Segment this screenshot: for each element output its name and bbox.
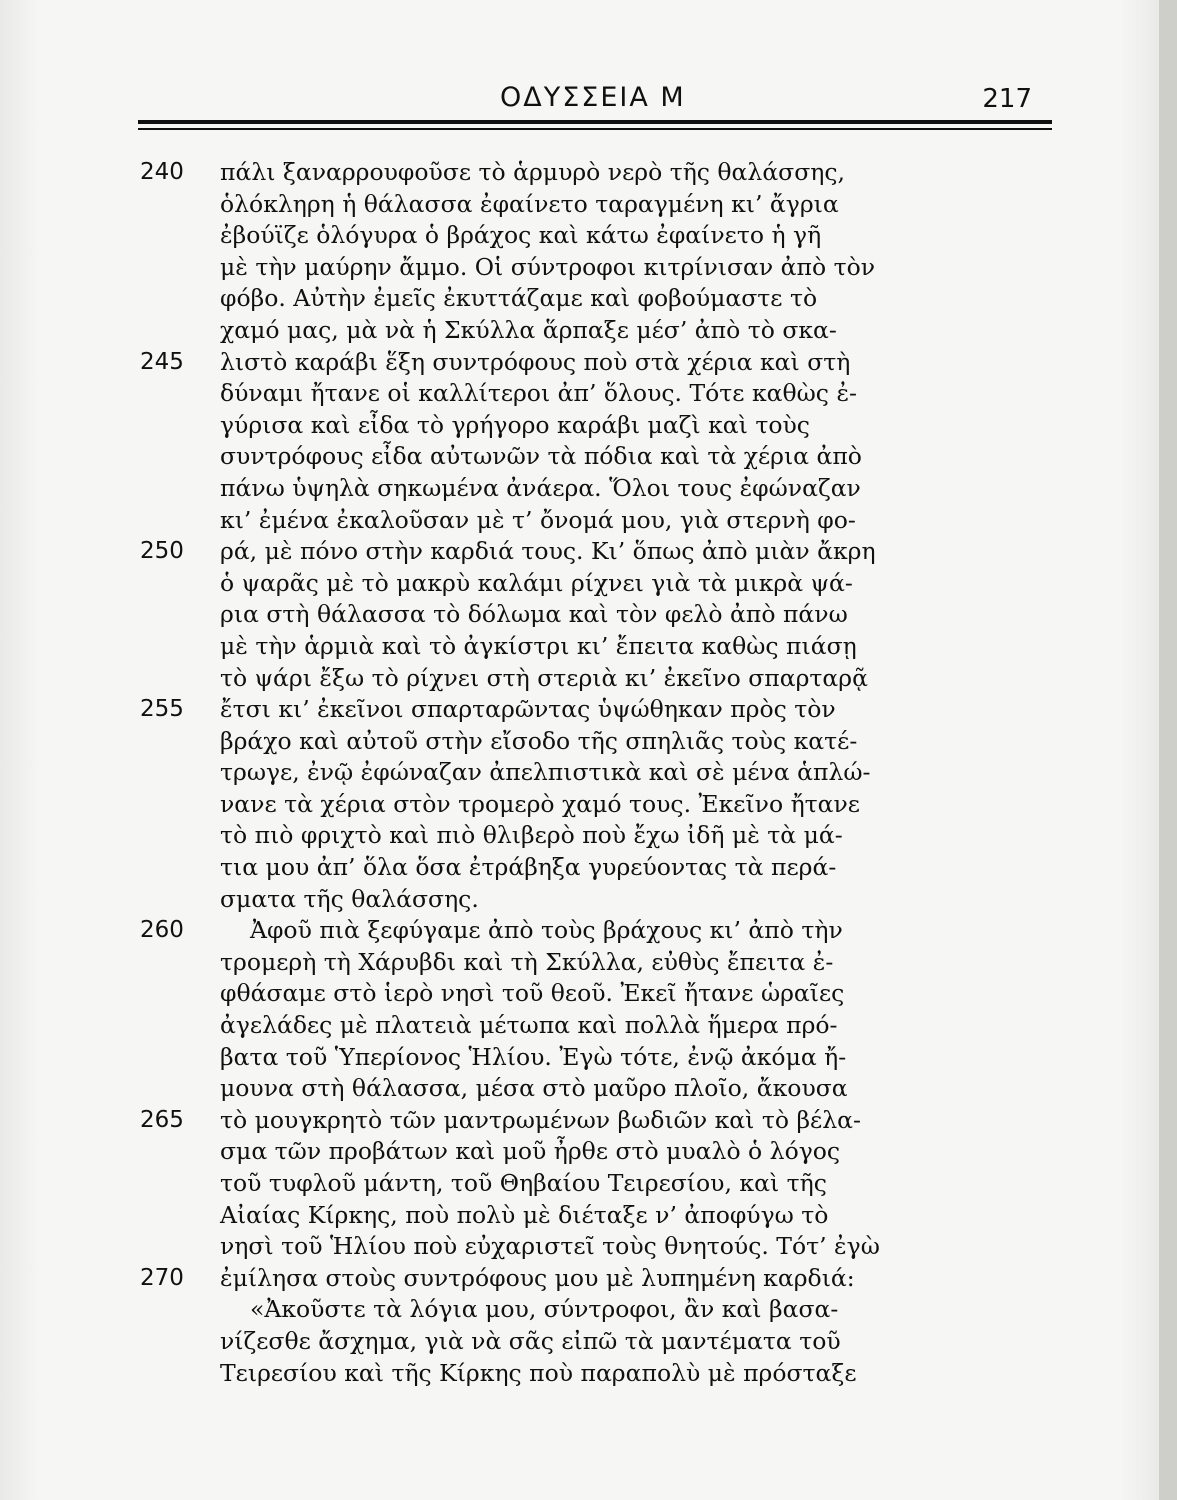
chapter-title: ΟΔΥΣΣΕΙΑ Μ — [500, 82, 686, 113]
text-line — [140, 978, 1080, 1010]
text-line — [140, 947, 1080, 979]
line-text: Ἀφοῦ πιὰ ξεφύγαμε ἀπὸ τοὺς βράχους κι’ ἀπὸ τὴν — [250, 916, 843, 945]
body-text — [140, 157, 1080, 1389]
line-text: τὸ ψάρι ἔξω τὸ ρίχνει στὴ στεριὰ κι’ ἐκεῖνο σπαρταρᾷ — [220, 663, 868, 692]
line-text: νανε τὰ χέρια στὸν τρομερὸ χαμό τους. Ἐκεῖνο ἤτανε — [220, 789, 860, 818]
line-text: μουνα στὴ θάλασσα, μέσα στὸ μαῦρο πλοῖο, ἄκουσα — [220, 1074, 848, 1103]
line-text: ρια στὴ θάλασσα τὸ δόλωμα καὶ τὸν φελὸ ἀπὸ πάνω — [220, 600, 848, 629]
line-text: νησὶ τοῦ Ἡλίου ποὺ εὐχαριστεῖ τοὺς θνητούς. Τότ’ ἐγὼ — [220, 1232, 880, 1261]
text-line — [140, 505, 1080, 537]
header-rule-thick — [138, 120, 1052, 124]
text-line — [140, 220, 1080, 252]
line-number: 250 — [140, 538, 184, 565]
line-text: τὸ πιὸ φριχτὸ καὶ πιὸ θλιβερὸ ποὺ ἔχω ἰδῆ μὲ τὰ μά- — [220, 821, 843, 850]
line-text: τρομερὴ τὴ Χάρυβδι καὶ τὴ Σκύλλα, εὐθὺς ἔπειτα ἐ- — [220, 947, 834, 976]
line-number: 255 — [140, 696, 184, 723]
text-line — [140, 852, 1080, 884]
line-text: Τειρεσίου καὶ τῆς Κίρκης ποὺ παραπολὺ μὲ πρόσταξε — [220, 1358, 857, 1387]
line-text: Αἰαίας Κίρκης, ποὺ πολὺ μὲ διέταξε ν’ ἀποφύγω τὸ — [220, 1200, 829, 1229]
text-line — [140, 378, 1080, 410]
line-text: μὲ τὴν ἁρμιὰ καὶ τὸ ἀγκίστρι κι’ ἔπειτα καθὼς πιάσῃ — [220, 631, 857, 660]
text-line — [140, 1231, 1080, 1263]
text-line — [140, 726, 1080, 758]
line-text: φθάσαμε στὸ ἱερὸ νησὶ τοῦ θεοῦ. Ἐκεῖ ἤτανε ὡραῖες — [220, 979, 845, 1008]
line-text: ἔτσι κι’ ἐκεῖνοι σπαρταρῶντας ὑψώθηκαν πρὸς τὸν — [220, 695, 836, 724]
text-line — [140, 536, 1080, 568]
text-line — [140, 599, 1080, 631]
text-line — [140, 568, 1080, 600]
line-text: βατα τοῦ Ὑπερίονος Ἡλίου. Ἐγὼ τότε, ἐνῷ ἀκόμα ἤ- — [220, 1042, 847, 1071]
text-line — [140, 1073, 1080, 1105]
text-line — [140, 1136, 1080, 1168]
line-text: τια μου ἀπ’ ὅλα ὅσα ἐτράβηξα γυρεύοντας τὰ περά- — [220, 853, 837, 882]
line-text: συντρόφους εἶδα αὐτωνῶν τὰ πόδια καὶ τὰ χέρια ἀπὸ — [220, 442, 862, 471]
line-number: 260 — [140, 917, 184, 944]
text-line — [140, 1263, 1080, 1295]
text-line — [140, 694, 1080, 726]
text-line — [140, 441, 1080, 473]
text-line — [140, 1358, 1080, 1390]
text-line — [140, 1200, 1080, 1232]
line-text: τρωγε, ἐνῷ ἐφώναζαν ἀπελπιστικὰ καὶ σὲ μένα ἁπλώ- — [220, 758, 871, 787]
line-text: ἀγελάδες μὲ πλατειὰ μέτωπα καὶ πολλὰ ἥμερα πρό- — [220, 1011, 838, 1040]
line-text: λιστὸ καράβι ἕξη συντρόφους ποὺ στὰ χέρια καὶ στὴ — [220, 347, 851, 376]
text-line — [140, 789, 1080, 821]
text-line — [140, 252, 1080, 284]
line-text: φόβο. Αὐτὴν ἐμεῖς ἐκυττάζαμε καὶ φοβούμαστε τὸ — [220, 284, 818, 313]
text-line — [140, 1042, 1080, 1074]
text-line — [140, 283, 1080, 315]
text-line — [140, 663, 1080, 695]
line-number: 265 — [140, 1106, 184, 1133]
line-text: ἐμίλησα στοὺς συντρόφους μου μὲ λυπημένη καρδιά: — [220, 1263, 855, 1292]
text-line — [140, 315, 1080, 347]
text-line — [140, 1168, 1080, 1200]
line-text: «Ἀκοῦστε τὰ λόγια μου, σύντροφοι, ἂν καὶ βασα- — [250, 1295, 839, 1324]
line-text: ὁλόκληρη ἡ θάλασσα ἐφαίνετο ταραγμένη κι’ ἄγρια — [220, 189, 839, 218]
line-text: βράχο καὶ αὐτοῦ στὴν εἴσοδο τῆς σπηλιᾶς τοὺς κατέ- — [220, 726, 858, 755]
header-rule-thin — [138, 128, 1052, 130]
line-number: 270 — [140, 1264, 184, 1291]
text-line — [140, 1105, 1080, 1137]
text-line — [140, 473, 1080, 505]
line-text: τοῦ τυφλοῦ μάντη, τοῦ Θηβαίου Τειρεσίου, καὶ τῆς — [220, 1169, 827, 1197]
text-line — [140, 820, 1080, 852]
line-text: πάνω ὑψηλὰ σηκωμένα ἀνάερα. Ὅλοι τους ἐφώναζαν — [220, 473, 861, 502]
text-line — [140, 1294, 1080, 1326]
text-line — [140, 1326, 1080, 1358]
page-edge — [1159, 0, 1177, 1500]
page-number: 217 — [982, 84, 1032, 114]
text-line — [140, 915, 1080, 947]
line-text: γύρισα καὶ εἶδα τὸ γρήγορο καράβι μαζὶ καὶ τοὺς — [220, 410, 810, 439]
line-text: σματα τῆς θαλάσσης. — [220, 884, 479, 913]
line-text: πάλι ξαναρρουφοῦσε τὸ ἁρμυρὸ νερὸ τῆς θαλάσσης, — [220, 158, 845, 186]
text-line — [140, 884, 1080, 916]
text-line — [140, 410, 1080, 442]
line-text: ρά, μὲ πόνο στὴν καρδιά τους. Κι’ ὅπως ἀπὸ μιὰν ἄκρη — [220, 537, 876, 566]
line-text: σμα τῶν προβάτων καὶ μοῦ ἦρθε στὸ μυαλὸ ὁ λόγος — [220, 1137, 841, 1166]
line-text: ἐβούϊζε ὁλόγυρα ὁ βράχος καὶ κάτω ἐφαίνετο ἡ γῆ — [220, 221, 822, 250]
line-text: κι’ ἐμένα ἐκαλοῦσαν μὲ τ’ ὄνομά μου, γιὰ στερνὴ φο- — [220, 505, 856, 534]
text-line — [140, 347, 1080, 379]
line-text: ὁ ψαρᾶς μὲ τὸ μακρὺ καλάμι ρίχνει γιὰ τὰ μικρὰ ψά- — [220, 568, 853, 597]
line-text: δύναμι ἤτανε οἱ καλλίτεροι ἀπ’ ὅλους. Τότε καθὼς ἐ- — [220, 379, 857, 408]
line-number: 240 — [140, 159, 184, 185]
text-line — [140, 189, 1080, 221]
text-line — [140, 157, 1080, 189]
line-number: 245 — [140, 348, 184, 375]
text-line — [140, 757, 1080, 789]
line-text: μὲ τὴν μαύρην ἄμμο. Οἱ σύντροφοι κιτρίνισαν ἀπὸ τὸν — [220, 252, 876, 281]
text-line — [140, 631, 1080, 663]
running-header — [140, 78, 1050, 118]
line-text: τὸ μουγκρητὸ τῶν μαντρωμένων βωδιῶν καὶ τὸ βέλα- — [220, 1105, 861, 1134]
line-text: νίζεσθε ἄσχημα, γιὰ νὰ σᾶς εἰπῶ τὰ μαντέματα τοῦ — [220, 1326, 841, 1355]
text-line — [140, 1010, 1080, 1042]
line-text: χαμό μας, μὰ νὰ ἡ Σκύλλα ἅρπαξε μέσ’ ἀπὸ τὸ σκα- — [220, 315, 837, 344]
